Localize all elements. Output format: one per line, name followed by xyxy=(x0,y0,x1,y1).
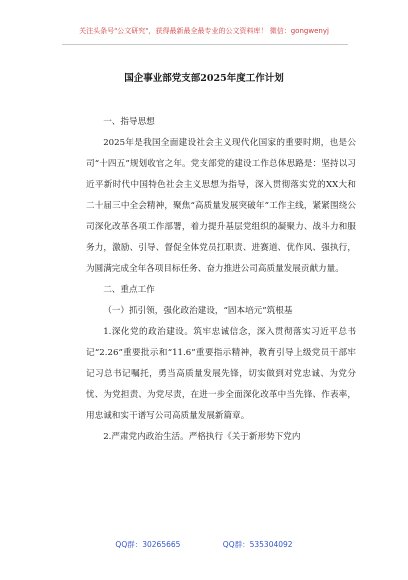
subsection-heading-political-building: （一）抓引领，强化政治建设，“固本培元”筑根基 xyxy=(103,306,293,316)
document-title: 国企事业部党支部2025年度工作计划 xyxy=(124,73,284,84)
section-heading-key-work: 二、重点工作 xyxy=(103,285,155,295)
footer-contact xyxy=(0,539,408,550)
header-banner: 关注头条号"公文研究"，获得最新最全最专业的公文资料库！ 微信：gongwenyj xyxy=(79,27,329,35)
paragraph-item-2: 2.严肃党内政治生活。严格执行《关于新形势下党内 xyxy=(103,432,301,442)
paragraph-guiding-ideology: 2025年是我国全面建设社会主义现代化国家的重要时期，也是公司“十四五”规划收官之年。党支部党的建设工作总体思路是：坚持以习近平新时代中国特色社会主义思想为指导，深入贯彻落实党的XX大和二十届三中全会精神，聚焦“高质量发展突破年”工作主线，紧紧围绕公司深化改革各项工作部署，着力提升基层党组织的凝聚力、战斗力和服务力，激励、引导、督促全体党员扛职责、进赛道、优作风、强执行，为圆满完成全年各项目标任务、奋力推进公司高质量发展贡献力量。 xyxy=(86,138,356,274)
footer-qq-group-1: QQ群：30265665 xyxy=(115,540,181,549)
paragraph-item-1: 1.深化党的政治建设。筑牢忠诚信念，深入贯彻落实习近平总书记“2.26”重要批示和“11.6”重要指示精神，教育引导上级党员干部牢记习总书记嘱托，勇当高质量发展先锋，切实做到对党忠诚、为党分忧、为党担责、为党尽责，在进一步全面深化改革中当先锋、作表率，用忠诚和实干谱写公司高质量发展新篇章。 xyxy=(86,327,356,421)
footer-qq-group-2: QQ群：535304092 xyxy=(222,540,293,549)
header-divider xyxy=(62,44,348,45)
section-heading-guiding-ideology: 一、指导思想 xyxy=(103,117,155,127)
document-body xyxy=(86,112,356,448)
